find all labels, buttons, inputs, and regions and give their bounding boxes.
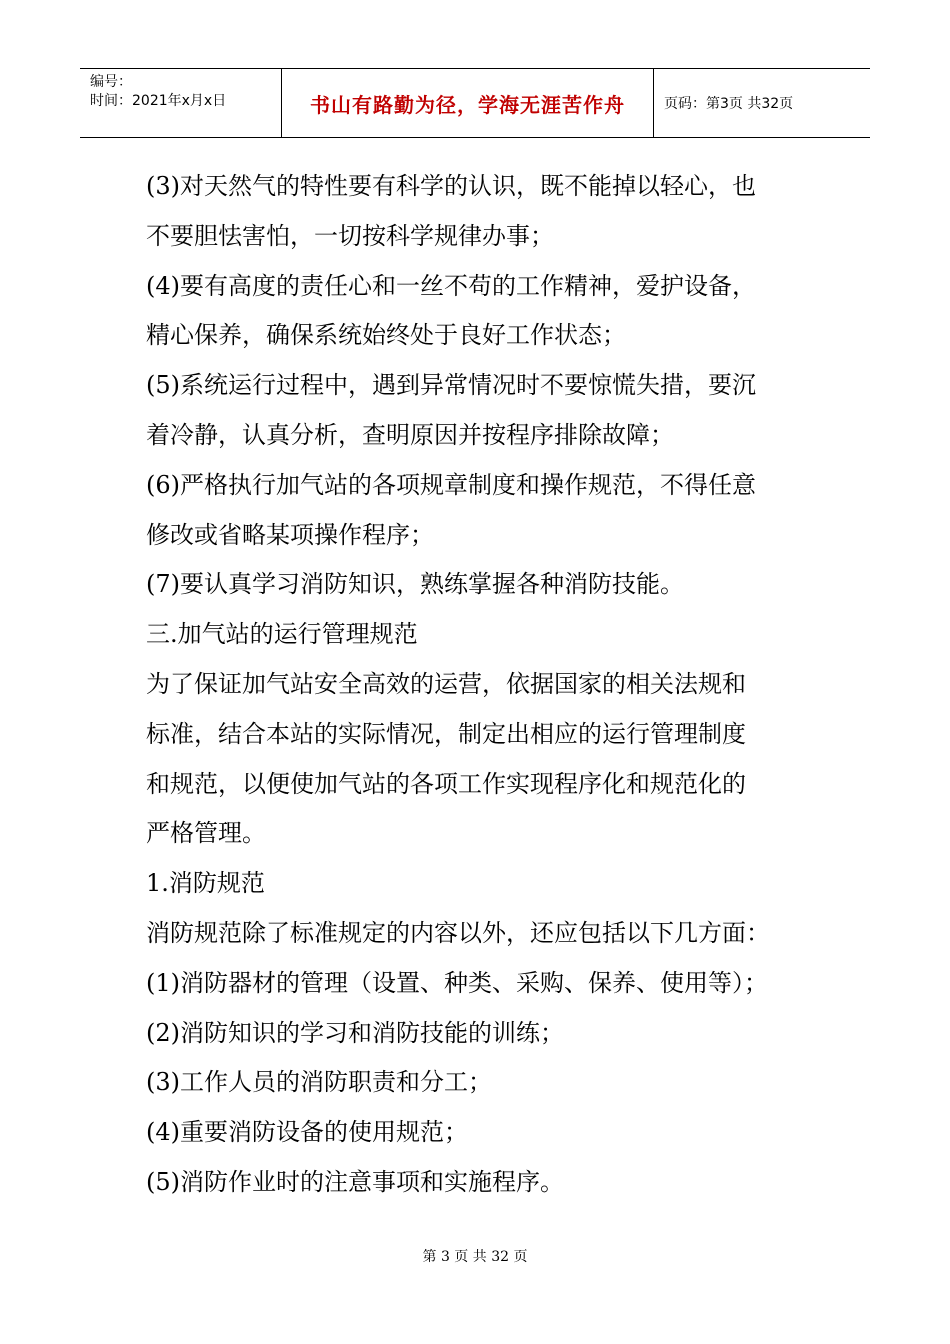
body-line: 为了保证加气站安全高效的运营，依据国家的相关法规和 <box>146 669 746 698</box>
body-line: 精心保养，确保系统始终处于良好工作状态； <box>146 321 626 350</box>
document-header <box>80 68 870 138</box>
body-line: (3)对天然气的特性要有科学的认识，既不能掉以轻心，也 <box>146 172 756 200</box>
body-line: 不要胆怯害怕，一切按科学规律办事； <box>146 221 554 250</box>
document-number-label: 编号： <box>90 74 132 90</box>
body-line: 修改或省略某项操作程序； <box>146 520 434 549</box>
body-line: (4)要有高度的责任心和一丝不苟的工作精神，爱护设备， <box>146 271 756 300</box>
header-page-info: 页码：第3页 共32页 <box>664 96 794 112</box>
page-footer: 第 3 页 共 32 页 <box>422 1249 528 1265</box>
document-body <box>146 162 814 1208</box>
header-meta-cell <box>80 69 282 137</box>
header-page-cell <box>654 69 870 137</box>
body-line: (6)严格执行加气站的各项规章制度和操作规范，不得任意 <box>146 470 756 499</box>
body-line: 消防规范除了标准规定的内容以外，还应包括以下几方面： <box>146 918 770 947</box>
body-line: (2)消防知识的学习和消防技能的训练； <box>146 1018 564 1047</box>
body-line: 严格管理。 <box>146 819 266 848</box>
body-line: 和规范，以便使加气站的各项工作实现程序化和规范化的 <box>146 769 746 798</box>
body-line: (1)消防器材的管理（设置、种类、采购、保养、使用等）； <box>146 968 768 997</box>
body-line: 标准，结合本站的实际情况，制定出相应的运行管理制度 <box>146 719 746 748</box>
section-heading: 三.加气站的运行管理规范 <box>146 620 418 649</box>
body-line: (7)要认真学习消防知识，熟练掌握各种消防技能。 <box>146 570 684 599</box>
body-line: 着冷静，认真分析，查明原因并按程序排除故障； <box>146 420 674 449</box>
header-motto: 书山有路勤为径，学海无涯苦作舟 <box>310 92 625 117</box>
body-line: (4)重要消防设备的使用规范； <box>146 1118 468 1147</box>
body-line: (5)系统运行过程中，遇到异常情况时不要惊慌失措，要沉 <box>146 371 756 400</box>
body-line: (3)工作人员的消防职责和分工； <box>146 1068 492 1097</box>
document-date: 时间：2021年x月x日 <box>90 93 227 109</box>
subsection-heading: 1.消防规范 <box>146 869 265 898</box>
header-motto-cell <box>282 69 654 137</box>
body-line: (5)消防作业时的注意事项和实施程序。 <box>146 1167 564 1196</box>
